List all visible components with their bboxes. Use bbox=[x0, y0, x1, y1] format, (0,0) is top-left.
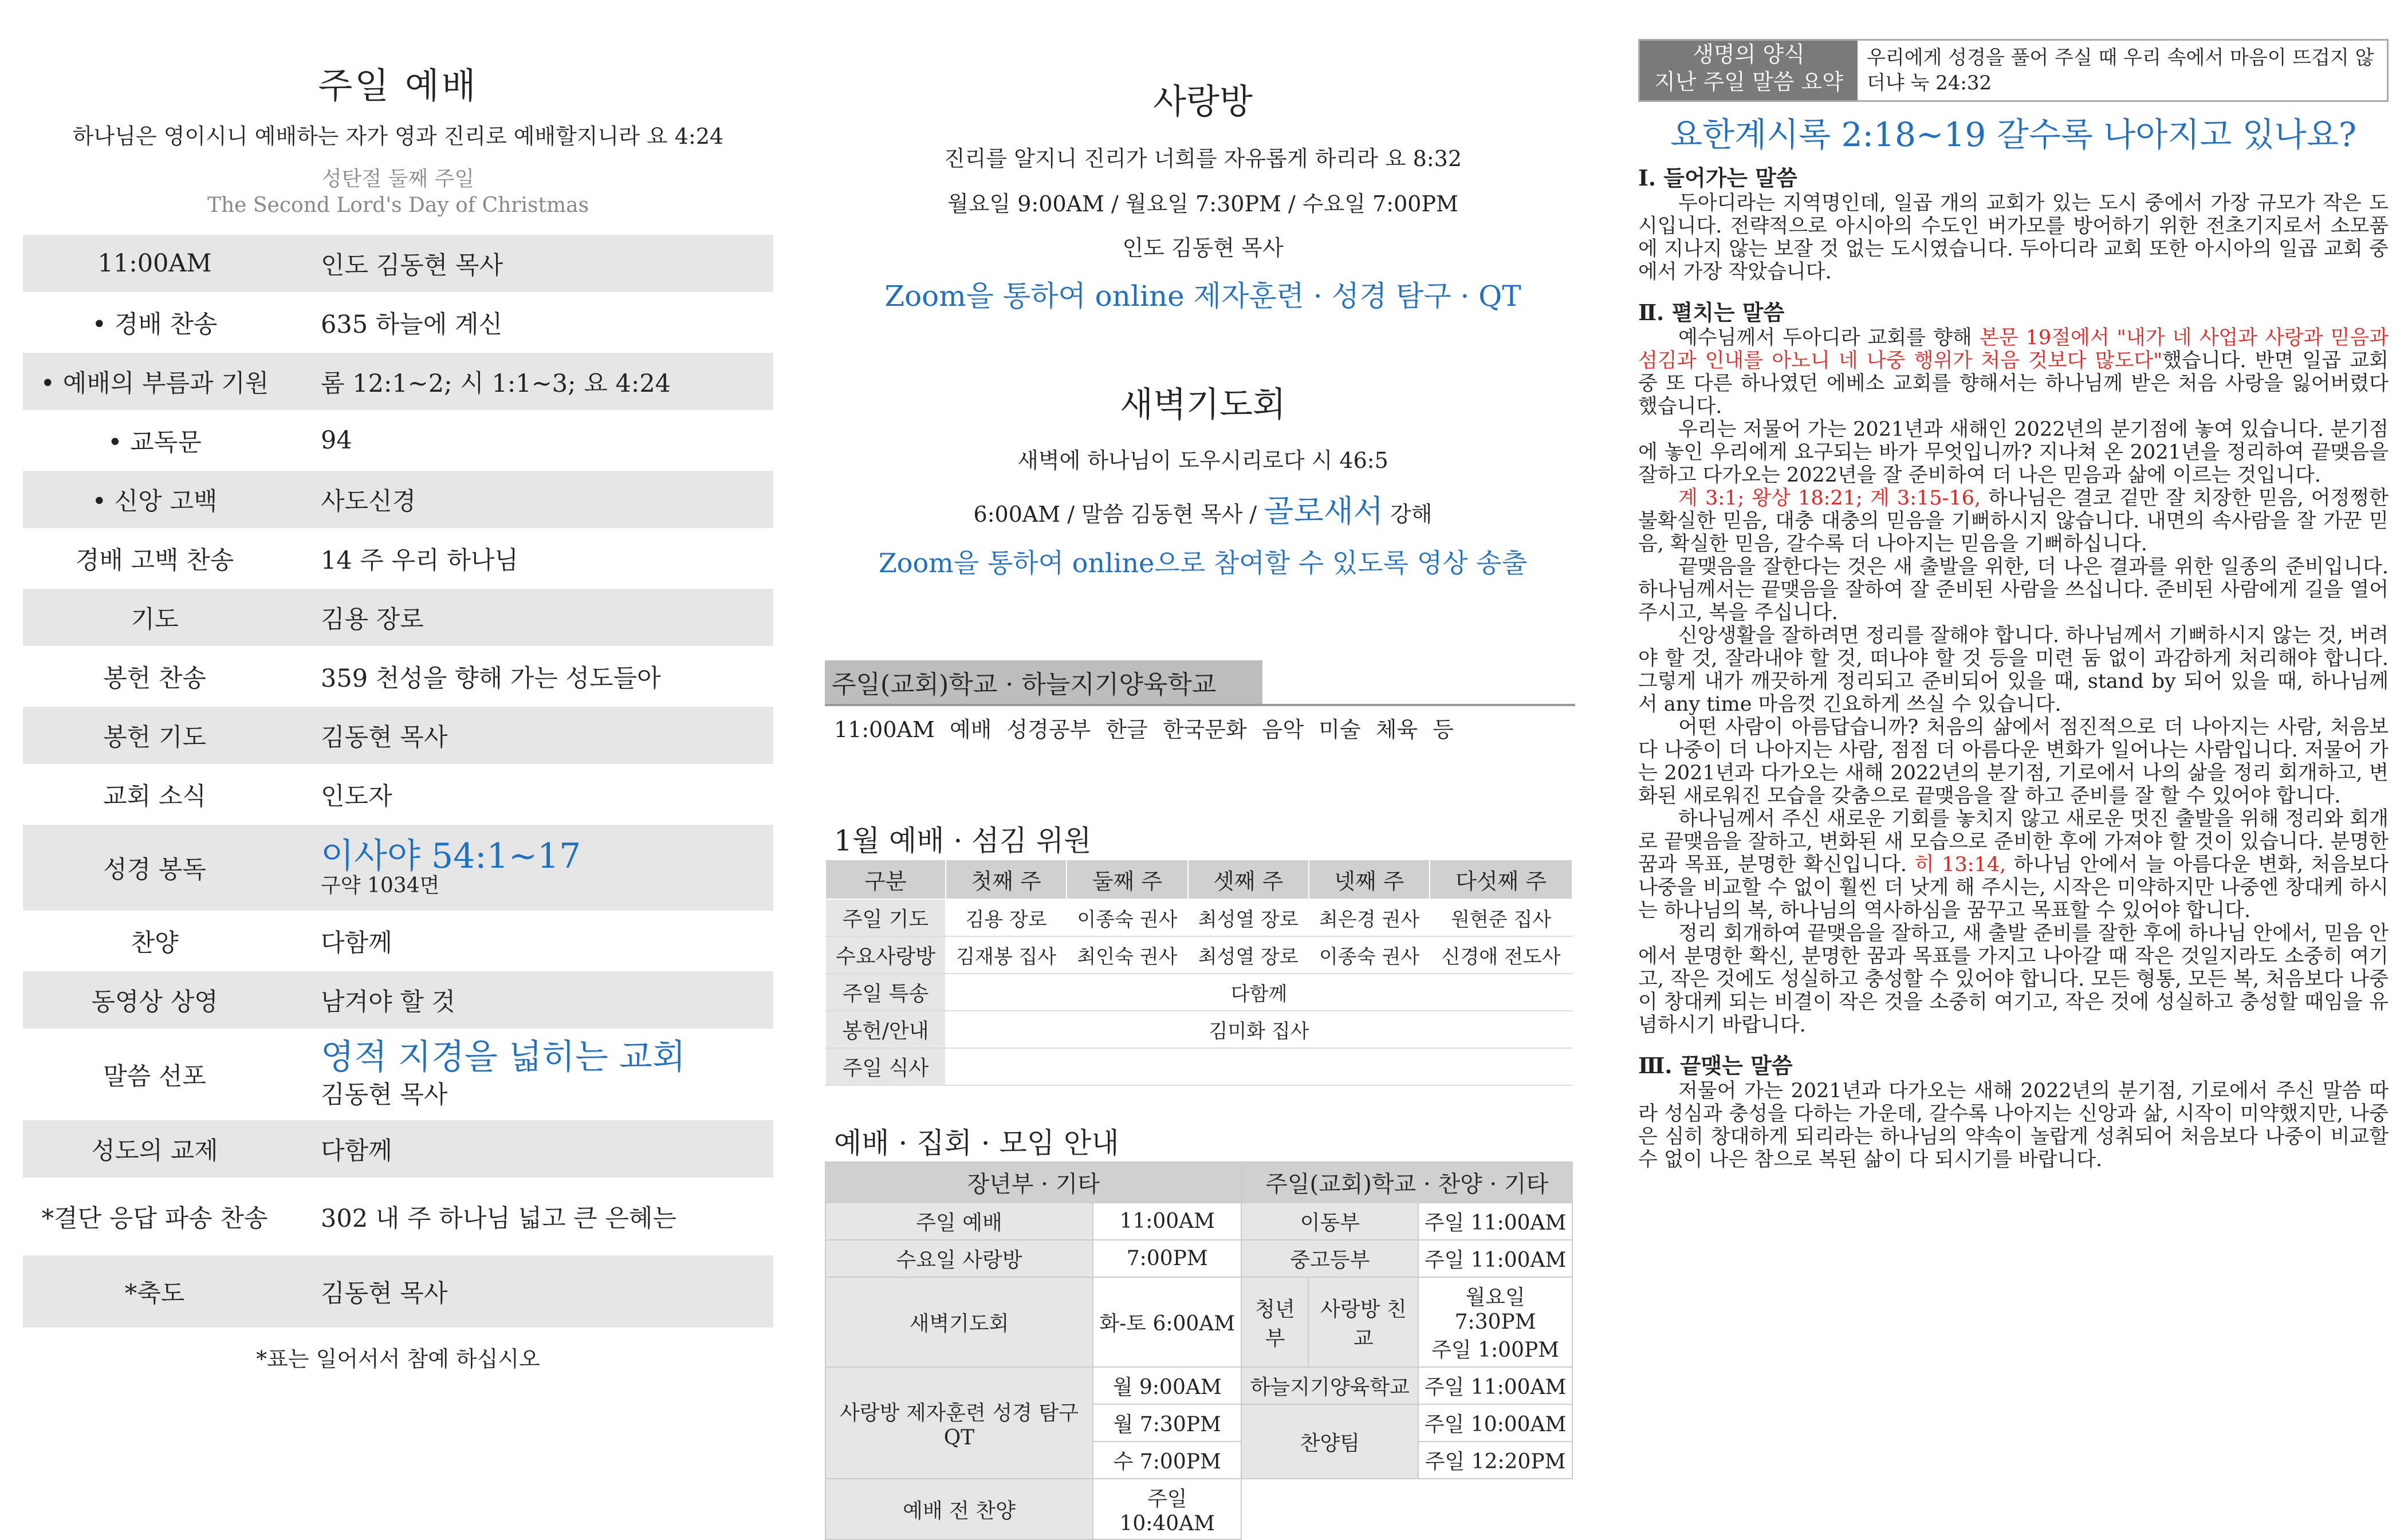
table-row: 월 7:30PM 찬양팀 주일 10:00AM bbox=[825, 1404, 1572, 1441]
order-row: 봉헌 기도 김동현 목사 bbox=[23, 707, 773, 764]
summary-header bbox=[1638, 39, 2389, 102]
subtitle-kr: 성탄절 둘째 주일 bbox=[321, 167, 475, 191]
table-row: 수요사랑방 김재봉 집사 최인숙 권사 최성열 장로 이종숙 권사 신경애 전도사 bbox=[825, 936, 1572, 974]
summary-verse: 우리에게 성경을 풀어 주실 때 우리 속에서 마음이 뜨겁지 않더냐 눅 24:32 bbox=[1867, 46, 2374, 94]
sarangbang-times: 월요일 9:00AM / 월요일 7:30PM / 수요일 7:00PM bbox=[947, 191, 1458, 216]
paragraph: 저물어 가는 2021년과 다가오는 새해 2022년의 분기점, 기로에서 주신 말씀 따라 성심과 충성을 다하는 가운데, 갈수록 나아지는 신앙과 삶, 시작이 미약했지만, 나중은 심히 창대하게 되리라는 하나님의 약속이 놀랍게 성취되어 처음보다 나중이 비교할 수 없이 나은 참으로 복된 삶이 다 되시기를 바랍니다. bbox=[1638, 1080, 2389, 1171]
sarangbang-zoom: Zoom을 통하여 online 제자훈련 · 성경 탐구 · QT bbox=[884, 279, 1521, 313]
summary-title: 요한계시록 2:18~19 갈수록 나아지고 있나요? bbox=[1670, 115, 2356, 154]
paragraph: 두아디라는 지역명인데, 일곱 개의 교회가 있는 도시 중에서 가장 규모가 작은 도시입니다. 전략적으로 아시아의 수도인 버가모를 방어하기 위한 전초기지로서 소모품에 지나지 않는 보잘 것 없는 도시였습니다. 두아디라 교회 또한 아시아의 일곱 교회 중에서 가장 작았습니다. bbox=[1638, 192, 2389, 283]
order-row: *축도 김동현 목사 bbox=[23, 1255, 773, 1328]
worship-order-column bbox=[23, 0, 773, 1373]
school-section bbox=[825, 660, 1575, 706]
sermon-title: 영적 지경을 넓히는 교회 bbox=[321, 1037, 686, 1077]
dawn-prayer-title: 새벽기도회 bbox=[1120, 385, 1286, 425]
table-row: 사랑방 제자훈련 성경 탐구 QT 월 9:00AM 하늘지기양육학교 주일 11:00AM bbox=[825, 1367, 1572, 1404]
paragraph: 정리 회개하여 끝맺음을 잘하고, 새 출발 준비를 잘한 후에 하나님 안에서, 믿음 안에서 분명한 확신, 분명한 꿈과 목표를 가지고 나아갈 때 작은 것일지라도 소중히 여기고, 작은 것에도 성실하고 충성할 수 있어야 합니다. 모든 형통, 모든 복, 처음보다 나중이 창대케 되는 비결이 작은 것을 소중히 여기고, 작은 것에 성실하고 충성할 때임을 유념하시기 바랍니다. bbox=[1638, 922, 2389, 1037]
meetings-header-row: 장년부 · 기타 주일(교회)학교 · 찬양 · 기타 bbox=[825, 1162, 1572, 1203]
scripture-row: 성경 봉독 이사야 54:1~17 구약 1034면 bbox=[23, 825, 773, 911]
paragraph: 예수님께서 두아디라 교회를 향해 본문 19절에서 "내가 네 사업과 사랑과 믿음과 섬김과 인내를 아노니 네 나중 행위가 처음 것보다 많도다"했습니다. 반면 일곱 교회 중 또 다른 하나였던 에베소 교회를 향해서는 하나님께 받은 처음 사랑을 잃어버렸다 했습니다. bbox=[1638, 326, 2389, 418]
sermon-preacher: 김동현 목사 bbox=[321, 1080, 448, 1109]
sarangbang-leader: 인도 김동현 목사 bbox=[1122, 235, 1284, 261]
worship-order-list bbox=[23, 235, 773, 1328]
order-row: 봉헌 찬송 359 천성을 향해 가는 성도들아 bbox=[103, 664, 661, 693]
order-row: • 예배의 부름과 기원 롬 12:1~2; 시 1:1~3; 요 4:24 bbox=[23, 353, 773, 410]
order-row: • 교독문 94 bbox=[108, 426, 352, 457]
table-row: 봉헌/안내 김미화 집사 bbox=[825, 1011, 1572, 1048]
table-row: 수 7:00PM 주일 12:20PM bbox=[825, 1441, 1572, 1479]
order-row: • 신앙 고백 사도신경 bbox=[23, 471, 773, 528]
meetings-title: 예배 · 집회 · 모임 안내 bbox=[834, 1127, 1119, 1160]
section-heading: Ⅲ. 끝맺는 말씀 bbox=[1638, 1053, 1793, 1078]
order-row: 11:00AM 인도 김동현 목사 bbox=[23, 235, 773, 292]
order-row: 경배 고백 찬송 14 주 우리 하나님 bbox=[75, 546, 518, 575]
order-row: *결단 응답 파송 찬송 302 내 주 하나님 넓고 큰 은혜는 bbox=[41, 1204, 677, 1233]
table-row: 주일 예배 11:00AM 이동부 주일 11:00AM bbox=[825, 1203, 1572, 1240]
subtitle bbox=[23, 166, 773, 219]
order-row: 기도 김용 장로 bbox=[23, 589, 773, 646]
school-schedule: 11:00AM 예배 성경공부 한글 한국문화 음악 미술 체육 등 bbox=[834, 717, 1454, 742]
order-row: 찬양 다함께 bbox=[131, 928, 392, 958]
table-row: 새벽기도회 화-토 6:00AM 청년부 사랑방 친교 월요일 7:30PM 주일 1:00PM bbox=[825, 1277, 1572, 1367]
school-title: 주일(교회)학교 · 하늘지기양육학교 bbox=[825, 660, 1262, 704]
summary-tag: 생명의 양식 지난 주일 말씀 요약 bbox=[1640, 41, 1858, 100]
sermon-summary-column bbox=[1638, 39, 2389, 1171]
scripture-reference: 이사야 54:1~17 bbox=[321, 836, 581, 876]
page-title: 주일 예배 bbox=[318, 65, 478, 107]
standing-note: *표는 일어서서 참예 하십시오 bbox=[256, 1346, 540, 1372]
paragraph: 어떤 사람이 아름답습니까? 처음의 삶에서 점진적으로 더 나아지는 사람, 처음보다 나중이 더 나아지는 사람, 점점 더 아름다운 변화가 일어나는 사람입니다. 저물어 가는 2021년과 다가오는 새해 2022년의 분기점, 기로에서 나의 삶을 정리 회개하고, 변화된 새로워진 모습을 갖춤으로 끝맺음을 잘 하고 준비를 잘 할 수 있어야 합니다. bbox=[1638, 716, 2389, 808]
paragraph: 끝맺음을 잘한다는 것은 새 출발을 위한, 더 나은 결과를 위한 일종의 준비입니다. 하나님께서는 끝맺음을 잘하여 잘 준비된 사람을 쓰십니다. 준비된 사람에게 길을 열어 주시고, 복을 주십니다. bbox=[1638, 556, 2389, 624]
paragraph: 계 3:1; 왕상 18:21; 계 3:15-16, 하나님은 결코 겉만 잘 치장한 믿음, 어정쩡한 불확실한 믿음, 대충 대충의 믿음을 기뻐하시지 않습니다. 내면의 속사람을 잘 가꾼 믿음, 확실한 믿음, 갈수록 더 나아지는 믿음을 기뻐하십니다. bbox=[1638, 487, 2389, 556]
paragraph: 우리는 저물어 가는 2021년과 새해인 2022년의 분기점에 놓여 있습니다. 분기점에 놓인 우리에게 요구되는 바가 무엇입니까? 지나쳐 온 2021년을 정리하여 끝맺음을 잘하고 다가오는 2022년을 잘 준비하여 더 나은 믿음과 삶에 이르는 것입니다. bbox=[1638, 418, 2389, 487]
section-heading: Ⅰ. 들어가는 말씀 bbox=[1638, 165, 1797, 191]
dawn-prayer-book: 골로새서 bbox=[1264, 493, 1383, 529]
duty-title: 1월 예배 · 섬김 위원 bbox=[834, 824, 1092, 857]
sermon-row: 말씀 선포 영적 지경을 넓히는 교회 김동현 목사 bbox=[23, 1029, 773, 1120]
sarangbang-title: 사랑방 bbox=[1153, 82, 1253, 122]
meetings-table bbox=[825, 1161, 1573, 1540]
table-row: 예배 전 찬양 주일 10:40AM bbox=[825, 1479, 1572, 1539]
sarangbang-verse: 진리를 알지니 진리가 너희를 자유롭게 하리라 요 8:32 bbox=[943, 146, 1462, 171]
order-row: 동영상 상영 남겨야 할 것 bbox=[23, 971, 773, 1029]
section-heading: Ⅱ. 펼치는 말씀 bbox=[1638, 300, 1785, 325]
order-row: 교회 소식 인도자 bbox=[103, 782, 392, 811]
dawn-prayer-verse: 새벽에 하나님이 도우시리로다 시 46:5 bbox=[1017, 448, 1388, 473]
table-row: 수요일 사랑방 7:00PM 중고등부 주일 11:00AM bbox=[825, 1240, 1572, 1277]
order-row: • 경배 찬송 635 하늘에 계신 bbox=[92, 310, 503, 339]
programs-column bbox=[825, 0, 1581, 1540]
paragraph: 하나님께서 주신 새로운 기회를 놓치지 않고 새로운 멋진 출발을 위해 정리와 회개로 끝맺음을 잘하고, 변화된 새 모습으로 준비한 후에 가져야 할 것이 있습니다. 분명한 꿈과 목표, 분명한 확신입니다. 히 13:14, 하나님 안에서 늘 아름다운 변화, 처음보다 나중을 비교할 수 없이 훨씬 더 낫게 해 주시는, 시작은 미약하지만 나중엔 창대케 하시는 하나님의 복, 하나님의 역사하심을 꿈꾸고 목표할 수 있어야 합니다. bbox=[1638, 808, 2389, 922]
order-row: 성도의 교제 다함께 bbox=[23, 1120, 773, 1177]
subtitle-en: The Second Lord's Day of Christmas bbox=[207, 194, 589, 217]
duty-header-row: 구분 첫째 주 둘째 주 셋째 주 넷째 주 다섯째 주 bbox=[825, 860, 1572, 899]
dawn-prayer-zoom: Zoom을 통하여 online으로 참여할 수 있도록 영상 송출 bbox=[878, 548, 1528, 578]
theme-verse: 하나님은 영이시니 예배하는 자가 영과 진리로 예배할지니라 요 4:24 bbox=[72, 124, 724, 149]
table-row: 주일 특송 다함께 bbox=[825, 974, 1572, 1011]
scripture-page: 구약 1034면 bbox=[321, 874, 440, 897]
duty-table bbox=[825, 859, 1573, 1086]
dawn-prayer-time: 6:00AM / 말씀 김동현 목사 / 골로새서 강해 bbox=[973, 493, 1433, 529]
paragraph: 신앙생활을 잘하려면 정리를 잘해야 합니다. 하나님께서 기뻐하시지 않는 것, 버려야 할 것, 잘라내야 할 것, 떠나야 할 것 등을 미련 둠 없이 과감하게 처리해야 합니다. 그렇게 내가 깨끗하게 정리되고 준비되어 있을 때, stand by 되어 있을 때, 하나님께서 any time 마음껏 긴요하게 쓰실 수 있습니다. bbox=[1638, 624, 2389, 716]
table-row: 주일 식사 bbox=[825, 1048, 1572, 1085]
table-row: 주일 기도 김용 장로 이종숙 권사 최성열 장로 최은경 권사 원현준 집사 bbox=[825, 899, 1572, 936]
